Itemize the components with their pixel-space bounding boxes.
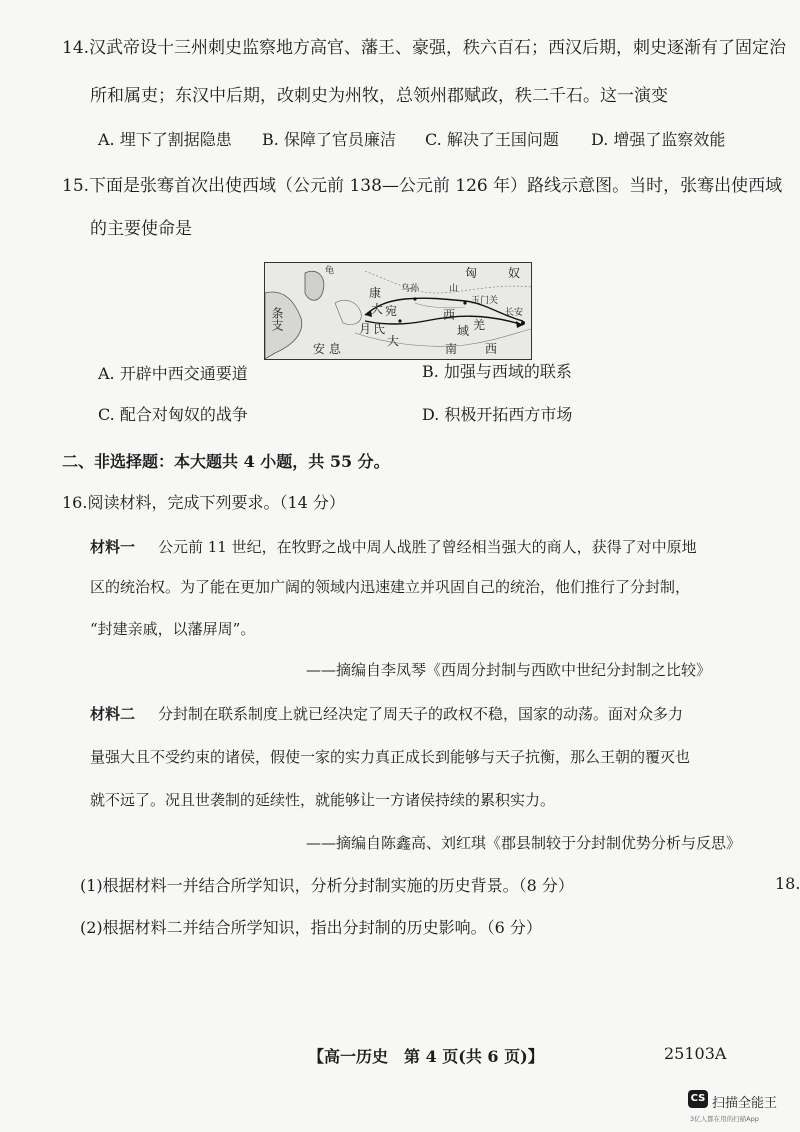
q16-material1-source: ——摘编自李凤琴《西周分封制与西欧中世纪分封制之比较》: [306, 661, 712, 679]
map-label-yumenguan: 玉门关: [471, 296, 499, 306]
map-northern-boundary: [365, 271, 531, 293]
q15-option-d: D. 积极开拓西方市场: [422, 405, 573, 424]
map-city-marker: [463, 301, 466, 304]
map-label-changan: 长安: [505, 308, 524, 318]
map-label-qiang: 羌: [473, 318, 486, 332]
q15-option-c: C. 配合对匈奴的战争: [98, 405, 248, 424]
map-label-anxi: 安 息: [313, 342, 341, 356]
q14-option-d: D. 增强了监察效能: [591, 130, 726, 149]
map-label-dayuezhi-1: 大: [371, 302, 384, 316]
q14-option-a: A. 埋下了割据隐患: [98, 130, 232, 149]
page-footer-info: 【高一历史 第 4 页(共 6 页)】: [308, 1047, 544, 1066]
map-label-dayuan: 宛: [385, 304, 398, 318]
map-label-xiongnu-2: 奴: [508, 266, 521, 280]
q16-subquestion-2: (2)根据材料二并结合所学知识，指出分封制的历史影响。（6 分）: [80, 918, 542, 937]
zhangqian-route-map: [264, 262, 532, 360]
camscanner-logo-icon: CS: [688, 1090, 708, 1108]
map-label-dayuezhi-3: 氏: [373, 322, 386, 336]
q15-stem-line2: 的主要使命是: [90, 219, 192, 239]
q16-material2-line1: 分封制在联系制度上就已经决定了周天子的政权不稳，国家的动荡。面对众多力: [158, 705, 684, 723]
map-river: [415, 303, 465, 308]
map-city-marker: [398, 319, 401, 322]
map-label-shan: 山: [449, 284, 459, 294]
q14-option-b: B. 保障了官员廉洁: [262, 130, 396, 149]
q16-material1-line1: 公元前 11 世纪，在牧野之战中周人战胜了曾经相当强大的商人，获得了对中原地: [158, 538, 697, 556]
map-label-dayuezhi-2: 月: [359, 322, 372, 336]
section-heading: 二、非选择题：本大题共 4 小题，共 55 分。: [62, 452, 390, 471]
map-caspian-sea: [305, 271, 324, 300]
q15-option-b: B. 加强与西域的联系: [422, 362, 572, 381]
q14-option-c: C. 解决了王国问题: [425, 130, 559, 149]
scanner-watermark: [688, 1090, 800, 1130]
q14-stem-line2: 所和属吏；东汉中后期，改刺史为州牧，总领州郡赋政，秩二千石。这一演变: [90, 86, 668, 106]
q16-title: 16.阅读材料，完成下列要求。（14 分）: [62, 493, 345, 512]
q14-stem-line1: 14.汉武帝设十三州刺史监察地方高官、藩王、豪强，秩六百石；西汉后期，刺史逐渐有了固定治: [62, 38, 787, 58]
watermark-name: 扫描全能王: [712, 1096, 778, 1111]
margin-question-number: 18.: [775, 874, 800, 893]
map-label-gui: 龟: [325, 266, 335, 276]
q16-subquestion-1: (1)根据材料一并结合所学知识，分析分封制实施的历史背景。（8 分）: [80, 876, 574, 895]
map-label-xiongnu-1: 匈: [465, 266, 478, 280]
watermark-tagline: 3亿人都在用的扫描App: [690, 1115, 759, 1123]
map-city-marker: [521, 321, 525, 325]
map-label-yu: 域: [457, 324, 470, 338]
map-label-xi2: 西: [485, 342, 498, 356]
map-aral-outline: [335, 300, 361, 324]
map-label-kangju: 康: [369, 286, 382, 300]
q16-material2-line3: 就不远了。况且世袭制的延续性，就能够让一方诸侯持续的累积实力。: [90, 791, 556, 809]
q15-option-a: A. 开辟中西交通要道: [98, 364, 248, 383]
map-label-xi: 西: [443, 308, 456, 322]
q16-material1-line3: “封建亲戚，以藩屏周”。: [90, 620, 256, 638]
q16-material2-line2: 量强大且不受约束的诸侯，假使一家的实力真正成长到能够与天子抗衡，那么王朝的覆灭也: [90, 748, 691, 766]
paper-code: 25103A: [664, 1044, 727, 1063]
map-label-daxia: 大: [387, 334, 400, 348]
map-label-tiaozhi: 条支: [270, 307, 284, 331]
q15-stem-line1: 15.下面是张骞首次出使西域（公元前 138—公元前 126 年）路线示意图。当时，张骞出使西域: [62, 176, 783, 196]
map-label-nanshan: 南: [445, 342, 458, 356]
q16-material1-line2: 区的统治权。为了能在更加广阔的领域内迅速建立并巩固自己的统治，他们推行了分封制，: [90, 578, 691, 596]
map-city-marker: [413, 297, 416, 300]
q16-material2-source: ——摘编自陈鑫高、刘红琪《郡县制较于分封制优势分析与反思》: [306, 834, 742, 852]
q16-material1-label: 材料一: [90, 538, 136, 556]
q16-material2-label: 材料二: [90, 705, 136, 723]
map-label-wusun: 乌孙: [401, 284, 420, 294]
